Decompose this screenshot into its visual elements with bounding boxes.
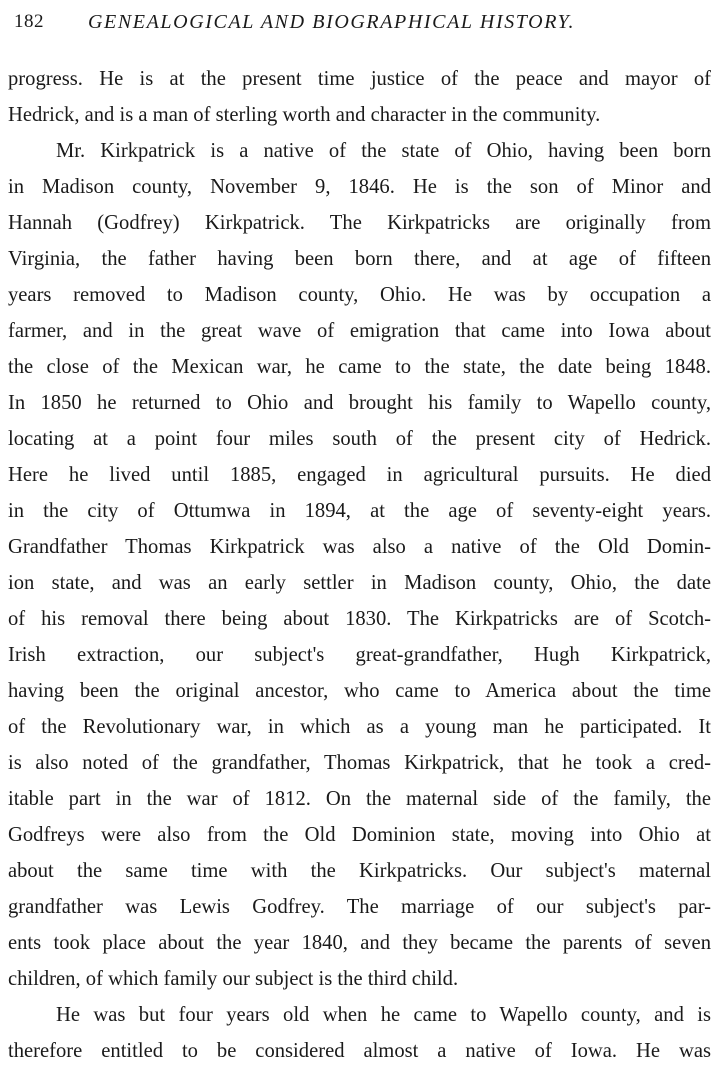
page-number: 182 bbox=[14, 11, 44, 32]
text-line: Here he lived until 1885, engaged in agricultural pursuits. He died bbox=[8, 464, 711, 486]
text-line: Hedrick, and is a man of sterling worth and character in the community. bbox=[8, 104, 601, 126]
text-line: itable part in the war of 1812. On the maternal side of the family, the bbox=[8, 788, 711, 810]
text-line: in the city of Ottumwa in 1894, at the age of seventy-eight years. bbox=[8, 500, 711, 522]
text-line: ents took place about the year 1840, and they became the parents of seven bbox=[8, 932, 711, 954]
text-line: Virginia, the father having been born there, and at age of fifteen bbox=[8, 248, 711, 270]
text-line: children, of which family our subject is the third child. bbox=[8, 968, 459, 990]
text-line: the close of the Mexican war, he came to the state, the date being 1848. bbox=[8, 356, 711, 378]
text-line: ion state, and was an early settler in Madison county, Ohio, the date bbox=[8, 572, 711, 594]
text-line: He was but four years old when he came to Wapello county, and is bbox=[56, 1004, 711, 1026]
text-line: Godfreys were also from the Old Dominion state, moving into Ohio at bbox=[8, 824, 711, 846]
text-line: having been the original ancestor, who came to America about the time bbox=[8, 680, 711, 702]
text-line: years removed to Madison county, Ohio. He was by occupation a bbox=[8, 284, 711, 306]
text-line: about the same time with the Kirkpatricks. Our subject's maternal bbox=[8, 860, 711, 882]
text-line: in Madison county, November 9, 1846. He is the son of Minor and bbox=[8, 176, 711, 198]
text-line: locating at a point four miles south of the present city of Hedrick. bbox=[8, 428, 711, 450]
text-line: Hannah (Godfrey) Kirkpatrick. The Kirkpatricks are originally from bbox=[8, 212, 711, 234]
text-line: therefore entitled to be considered almost a native of Iowa. He was bbox=[8, 1040, 711, 1062]
text-line: farmer, and in the great wave of emigration that came into Iowa about bbox=[8, 320, 711, 342]
text-line: is also noted of the grandfather, Thomas Kirkpatrick, that he took a cred- bbox=[8, 752, 711, 774]
text-line: of the Revolutionary war, in which as a young man he participated. It bbox=[8, 716, 711, 738]
text-line: grandfather was Lewis Godfrey. The marriage of our subject's par- bbox=[8, 896, 711, 918]
text-line: In 1850 he returned to Ohio and brought his family to Wapello county, bbox=[8, 392, 711, 414]
running-head: GENEALOGICAL AND BIOGRAPHICAL HISTORY. bbox=[88, 11, 576, 33]
text-line: Irish extraction, our subject's great-grandfather, Hugh Kirkpatrick, bbox=[8, 644, 711, 666]
text-line: of his removal there being about 1830. The Kirkpatricks are of Scotch- bbox=[8, 608, 711, 630]
body-text bbox=[8, 61, 711, 1069]
text-line: Mr. Kirkpatrick is a native of the state of Ohio, having been born bbox=[56, 140, 711, 162]
text-line: Grandfather Thomas Kirkpatrick was also a native of the Old Domin- bbox=[8, 536, 711, 558]
page-header bbox=[14, 8, 704, 36]
text-line: progress. He is at the present time justice of the peace and mayor of bbox=[8, 68, 711, 90]
